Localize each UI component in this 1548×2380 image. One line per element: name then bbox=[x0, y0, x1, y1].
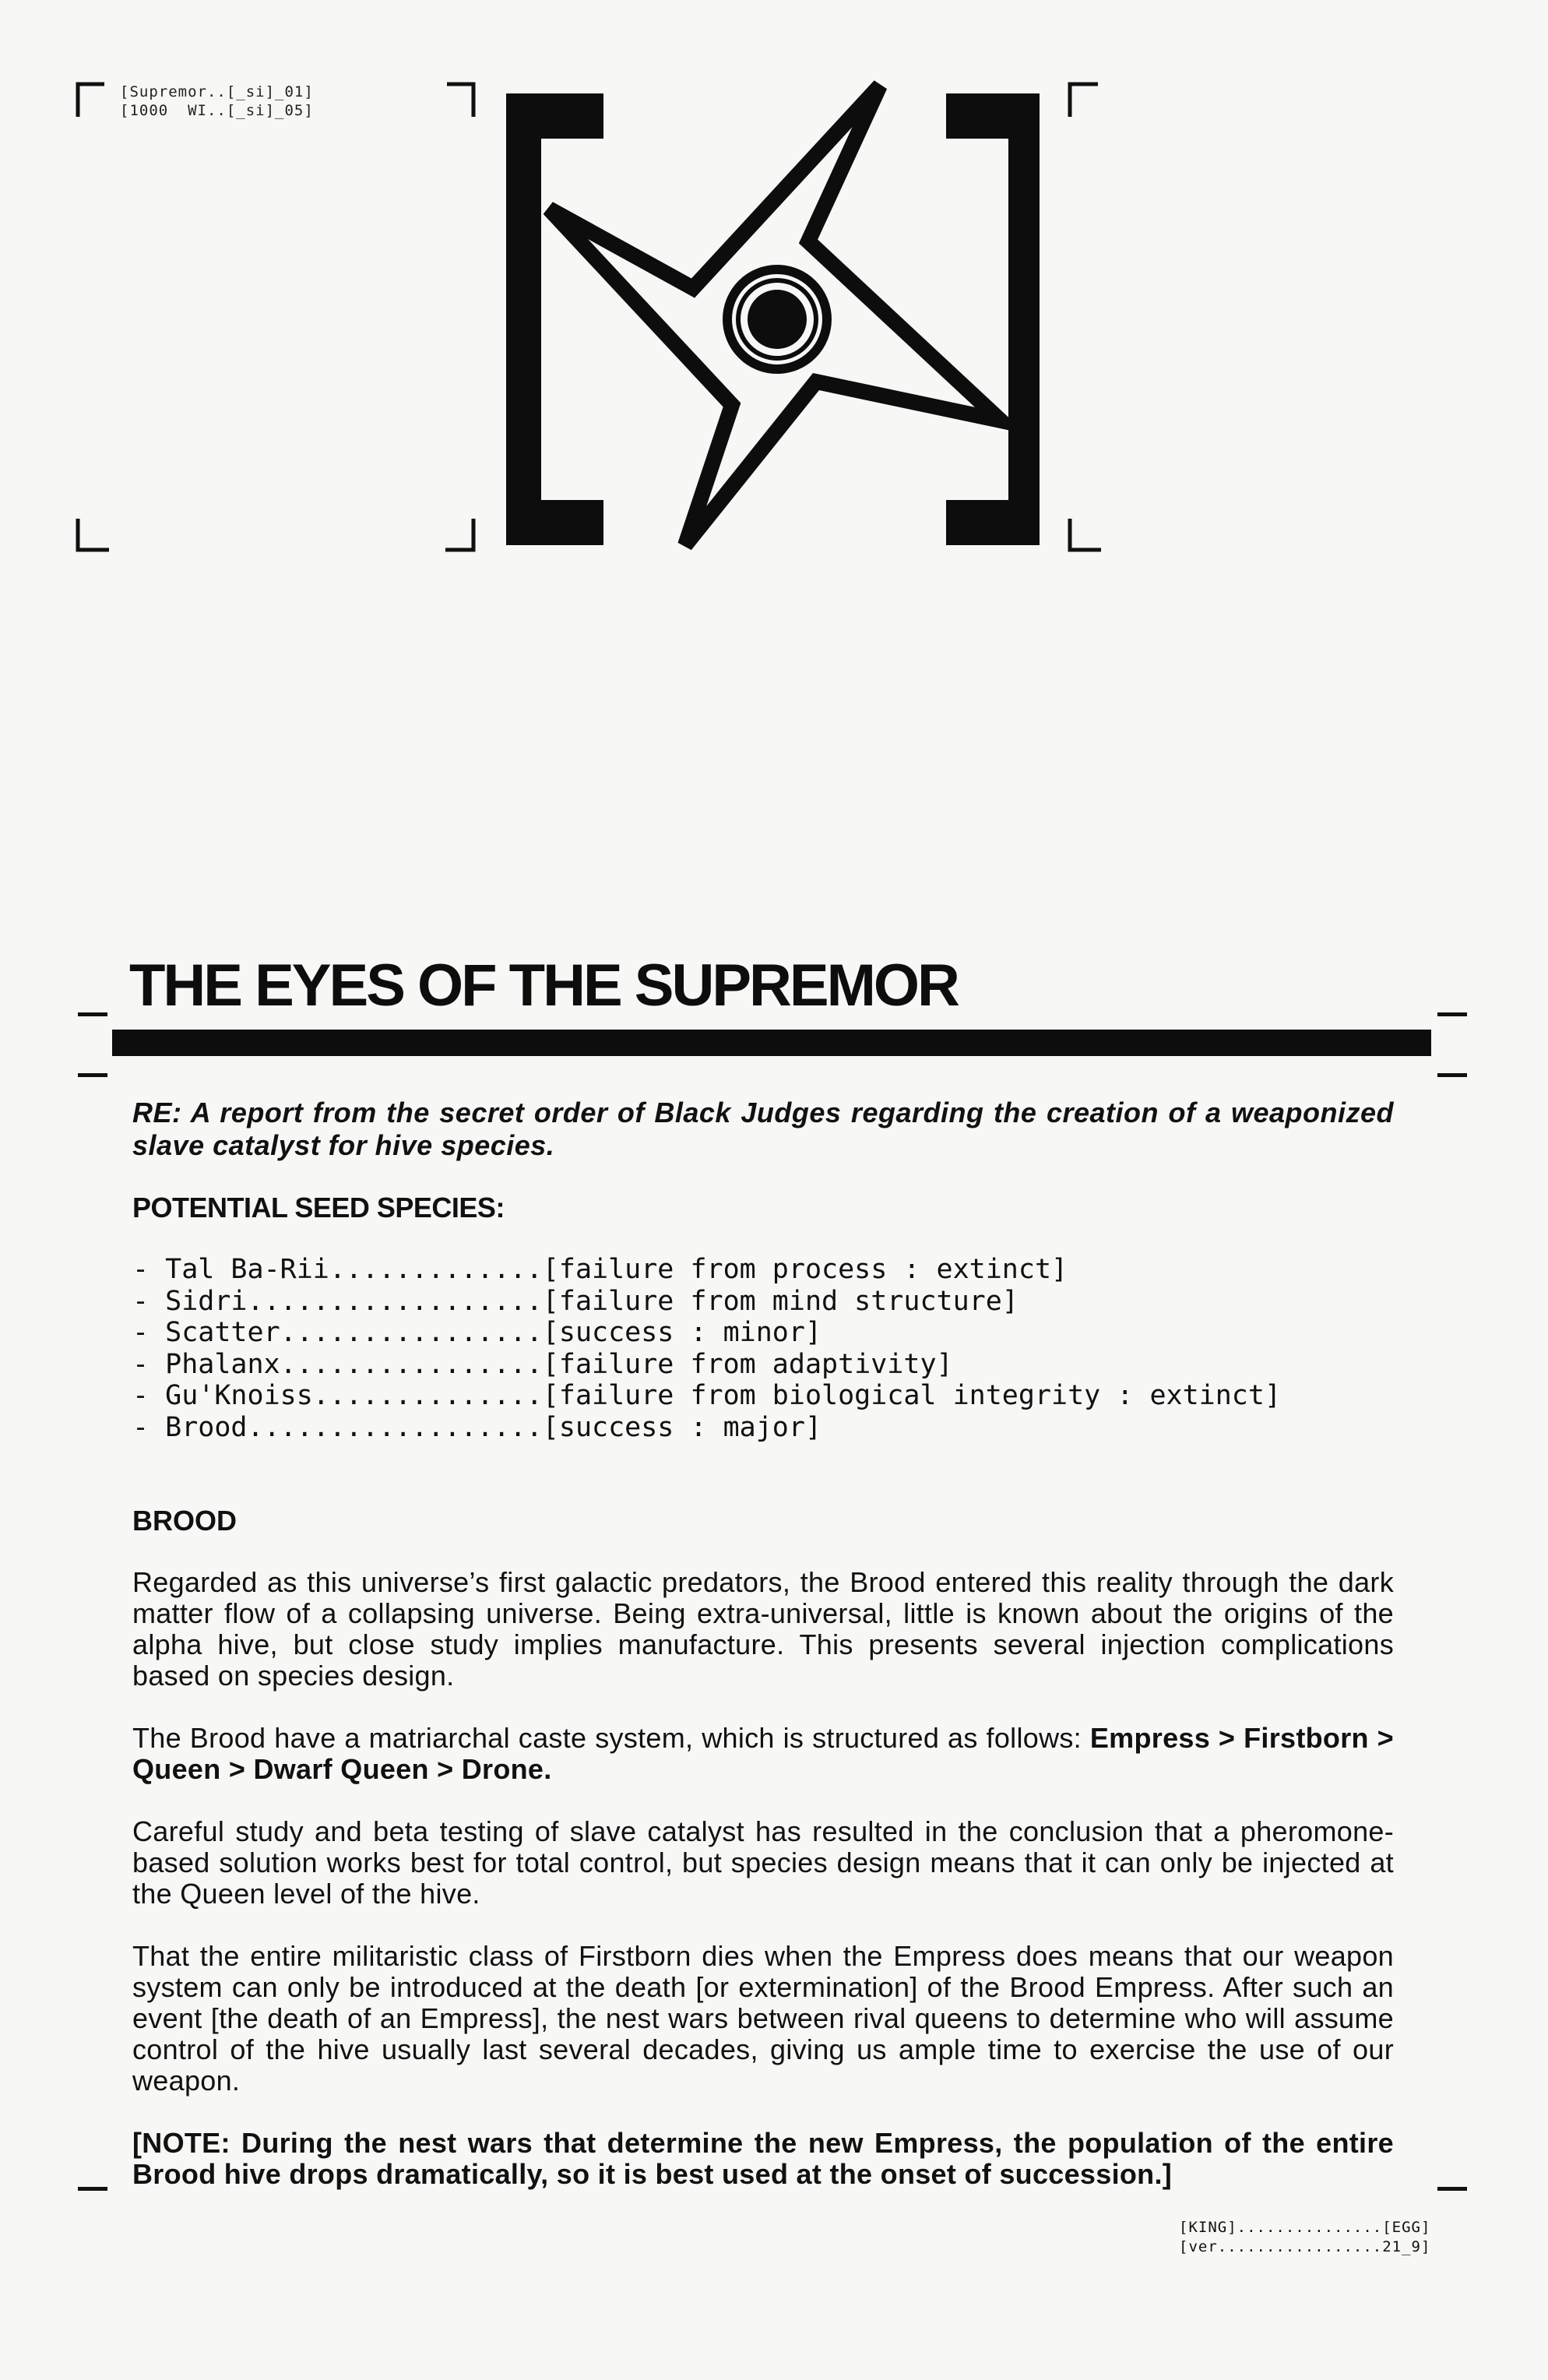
brood-body bbox=[132, 1567, 1394, 2221]
title-dash-right bbox=[1437, 1012, 1467, 1016]
header-code-line: [1000 WI..[_si]_05] bbox=[120, 102, 314, 119]
list-item: - Phalanx................[failure from adaptivity] bbox=[132, 1348, 953, 1380]
page-title: THE EYES OF THE SUPREMOR bbox=[129, 952, 958, 1019]
frame-corner-top-left bbox=[75, 81, 106, 118]
header-code-line: [Supremor..[_si]_01] bbox=[120, 83, 314, 100]
caste-hierarchy: Empress > Firstborn > Queen > Dwarf Queen > Drone. bbox=[132, 1722, 1394, 1785]
paragraph: Regarded as this universe’s first galactic predators, the Brood entered this reality through the dark matter flow of a collapsing universe. Being extra-universal, little is known about the origins of the alpha hive, but close study implies manufacture. This presents several injection complications based on species design. bbox=[132, 1566, 1394, 1692]
frame-corner-bottom-left bbox=[75, 517, 112, 553]
list-item: - Brood..................[success : major] bbox=[132, 1411, 822, 1443]
species-list bbox=[132, 1254, 1281, 1443]
list-item: - Gu'Knoiss..............[failure from biological integrity : extinct] bbox=[132, 1380, 1282, 1411]
list-item: - Tal Ba-Rii.............[failure from process : extinct] bbox=[132, 1254, 1068, 1285]
title-bar-dash-left bbox=[78, 1073, 107, 1077]
paragraph-caste bbox=[132, 1723, 1394, 1785]
brood-heading: BROOD bbox=[132, 1505, 237, 1537]
note-paragraph: [NOTE: During the nest wars that determine the new Empress, the population of the entire Brood hive drops dramatically, so it is best used at the onset of succession.] bbox=[132, 2127, 1394, 2190]
paragraph: Careful study and beta testing of slave catalyst has resulted in the conclusion that a pheromone-based solution works best for total control, but species design means that it can only be injected at the Queen level of the hive. bbox=[132, 1815, 1394, 1910]
footer-code-line: [ver.................21_9] bbox=[1179, 2238, 1431, 2255]
title-underline-bar bbox=[112, 1030, 1431, 1056]
list-item: - Scatter................[success : minor] bbox=[132, 1317, 822, 1348]
star-eye-emblem-icon bbox=[436, 78, 1114, 561]
paragraph: That the entire militaristic class of Firstborn dies when the Empress does means that our weapon system can only be introduced at the death [or extermination] of the Brood Empress. After such an event [the death of an Empress], the nest wars between rival queens to determine who will assume control of the hive usually last several decades, giving us ample time to exercise the use of our weapon. bbox=[132, 1940, 1394, 2097]
header-codes bbox=[120, 83, 314, 120]
footer-codes bbox=[1179, 2218, 1430, 2257]
title-bar-dash-right bbox=[1437, 1073, 1467, 1077]
caste-intro: The Brood have a matriarchal caste system, which is structured as follows: bbox=[132, 1722, 1090, 1754]
footer-code-line: [KING]...............[EGG] bbox=[1179, 2219, 1431, 2236]
list-item: - Sidri..................[failure from mind structure] bbox=[132, 1285, 1019, 1317]
title-dash-left bbox=[78, 1012, 107, 1016]
note-dash-left bbox=[78, 2187, 107, 2191]
note-dash-right bbox=[1437, 2187, 1467, 2191]
seed-species-heading: POTENTIAL SEED SPECIES: bbox=[132, 1192, 505, 1223]
re-line: RE: A report from the secret order of Black Judges regarding the creation of a weaponized slave catalyst for hive species. bbox=[132, 1097, 1394, 1161]
